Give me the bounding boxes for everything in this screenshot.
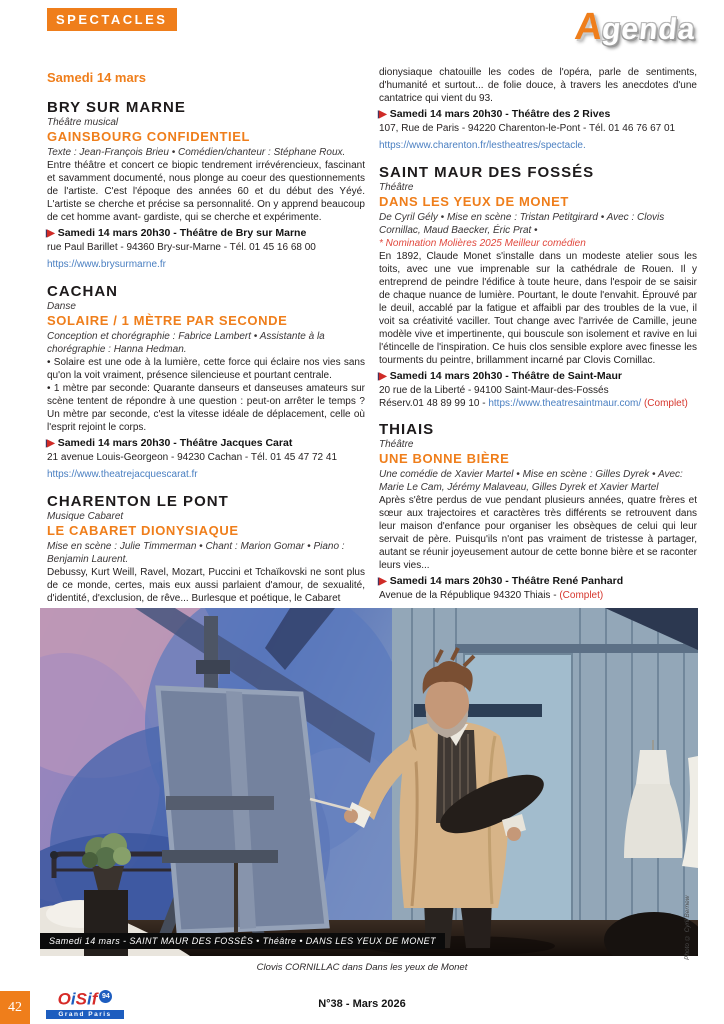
event-title: GAINSBOURG CONFIDENTIEL (47, 129, 251, 144)
agenda-logo-initial: A (572, 6, 605, 48)
event-award-note: * Nomination Molières 2025 Meilleur comédien (379, 238, 586, 249)
event-website-link[interactable]: https://www.theatrejacquescarat.fr (47, 469, 198, 480)
event-cachan (47, 283, 365, 482)
photo-caption: Clovis CORNILLAC dans Dans les yeux de Monet (256, 962, 468, 973)
event-description: • 1 mètre par seconde: Quarante danseurs et danseuses amateurs sur scène tentent de répondre à une question : peut-on arrêter le temps ? Un mètre par seconde, c'est la vitesse idéale de déplacement, celle où l'esprit rejoint le corps. (47, 383, 365, 433)
event-genre: Théâtre musical (47, 117, 119, 128)
agenda-logo-rest: genda (600, 13, 698, 46)
event-credits: Conception et chorégraphie : Fabrice Lambert • Assistante à la chorégraphie : Hanna Hedman. (47, 331, 325, 355)
event-credits: Texte : Jean-François Brieu • Comédien/chanteur : Stéphane Roux. (47, 147, 346, 158)
event-thiais (379, 421, 697, 602)
photo-credit: Photo © Cyril Bernew (684, 895, 691, 960)
event-dateline-text: Samedi 14 mars 20h30 - Théâtre de Bry sur Marne (57, 227, 307, 239)
event-description: En 1892, Claude Monet s'installe dans un modeste atelier sous les toits, avec une vue imprenable sur la cathédrale de Rouen. Il y entreprend de peindre l'édifice à toute heure, dans l'espoir de se saisir de chaque nuance de lumière. Pourtant, le doute l'envahit. Éprouvé par le deuil, accablé par la fatigue et affaibli par des troubles de la vue, il voit sa créativité vaciller. Tout change avec l'arrivée de Camille, jeune modèle vive et impertinente, qui bouscule son isolement et ravive en lui l'étincelle de l'inspiration. Ce huis clos sensible explore avec finesse les tourments du peintre, brillamment incarné par Clovis Cornillac. (379, 251, 697, 366)
magazine-logo-subtitle: Grand Paris (46, 1010, 124, 1019)
event-dateline-text: Samedi 14 mars 20h30 - Théâtre Jacques Carat (57, 437, 293, 449)
event-dateline (379, 574, 697, 589)
event-title: SOLAIRE / 1 MÈTRE PAR SECONDE (47, 313, 288, 328)
event-dateline-text: Samedi 14 mars 20h30 - Théâtre René Panhard (389, 575, 624, 587)
event-dateline (379, 107, 697, 122)
event-address-text: Avenue de la République 94320 Thiais - (379, 590, 560, 601)
event-credits: De Cyril Gély • Mise en scène : Tristan Petitgirard • Avec : Clovis Cornillac, Maud Baecker, Éric Prat • (379, 212, 665, 236)
event-description-continued: dionysiaque chatouille les codes de l'opéra, parle de sentiments, d'humanité et surtout... de folie douce, à travers les anecdotes d'une cantatrice qui vient du 93. (379, 67, 697, 104)
event-genre: Danse (47, 301, 76, 312)
event-city: SAINT MAUR DES FOSSÉS (379, 164, 595, 181)
event-title: UNE BONNE BIÈRE (379, 451, 510, 466)
logo-letter: f (91, 989, 98, 1008)
agenda-logo (573, 8, 698, 46)
logo-letter: i (86, 989, 92, 1008)
event-bry-sur-marne (47, 99, 365, 272)
arrow-right-icon: ▶ (379, 109, 387, 120)
sold-out-badge: (Complet) (559, 590, 604, 601)
logo-94-badge: 94 (99, 990, 112, 1003)
event-genre: Musique Cabaret (47, 511, 124, 522)
event-saint-maur-des-fosses (379, 164, 697, 410)
event-description: • Solaire est une ode à la lumière, cette force qui éclaire nos vies sans qu'on la voit vraiment, présence silencieuse et pourtant centrale. (47, 357, 365, 381)
event-city: THIAIS (379, 421, 435, 438)
event-city: BRY SUR MARNE (47, 99, 186, 116)
event-dateline-text: Samedi 14 mars 20h30 - Théâtre de Saint-Maur (389, 370, 622, 382)
event-reservation-line (379, 397, 697, 410)
event-website-link[interactable]: https://www.brysurmarne.fr (47, 259, 166, 270)
right-column (379, 66, 697, 606)
event-reservation-prefix: Réserv.01 48 89 99 10 - (379, 398, 489, 409)
event-city: CACHAN (47, 283, 118, 300)
content-columns (47, 66, 697, 606)
logo-letter: S (75, 989, 87, 1008)
arrow-right-icon: ▶ (47, 228, 55, 239)
date-heading: Samedi 14 mars (47, 70, 147, 85)
issue-number: N°38 - Mars 2026 (318, 998, 406, 1010)
arrow-right-icon: ▶ (379, 576, 387, 587)
event-dateline (47, 436, 365, 451)
photo-caption-bar: Samedi 14 mars - SAINT MAUR DES FOSSÉS • Théâtre • DANS LES YEUX DE MONET (40, 933, 445, 949)
event-title: DANS LES YEUX DE MONET (379, 194, 569, 209)
event-address (379, 589, 697, 602)
event-charenton-le-pont (47, 493, 365, 605)
section-label: SPECTACLES (47, 8, 177, 31)
arrow-right-icon: ▶ (47, 438, 55, 449)
event-charenton-le-pont-continued (379, 66, 697, 153)
event-dateline (379, 369, 697, 384)
left-column (47, 66, 365, 606)
sold-out-badge: (Complet) (641, 398, 688, 409)
stage-photo-illustration (40, 608, 698, 956)
event-credits: Mise en scène : Julie Timmerman • Chant : Marion Gomar • Piano : Benjamin Laurent. (47, 541, 345, 565)
event-address: rue Paul Barillet - 94360 Bry-sur-Marne - Tél. 01 45 16 68 00 (47, 242, 316, 253)
event-city: CHARENTON LE PONT (47, 493, 229, 510)
event-title: LE CABARET DIONYSIAQUE (47, 523, 239, 538)
logo-letter: O (57, 989, 71, 1008)
event-address: 107, Rue de Paris - 94220 Charenton-le-Pont - Tél. 01 46 76 67 01 (379, 123, 676, 134)
event-genre: Théâtre (379, 439, 414, 450)
event-website-link[interactable]: https://www.charenton.fr/lestheatres/spectacle. (379, 140, 586, 151)
event-credits: Une comédie de Xavier Martel • Mise en scène : Gilles Dyrek • Avec: Marie Le Cam, Jérémy Malaveau, Gilles Dyrek et Xavier Martel (379, 469, 683, 493)
logo-letter: i (70, 989, 76, 1008)
event-description: Après s'être perdus de vue pendant plusieurs années, quatre frères et sœur aux trajectoires et caractères très différents se retrouvent dans leur maison d'enfance pour organiser les obsèques de celui qui leur servait de père. Puisqu'ils n'ont pas vraiment de tristesse à partager, autant se réunir joyeusement autour de cette bonne bière et se raconter leurs vies... (379, 495, 697, 571)
page-number: 42 (0, 991, 30, 1024)
event-dateline-text: Samedi 14 mars 20h30 - Théâtre des 2 Rives (389, 108, 611, 120)
event-dateline (47, 226, 365, 241)
event-genre: Théâtre (379, 182, 414, 193)
event-address: 21 avenue Louis-Georgeon - 94230 Cachan - Tél. 01 45 47 72 41 (47, 452, 338, 463)
event-website-link[interactable]: https://www.theatresaintmaur.com/ (488, 398, 642, 409)
arrow-right-icon: ▶ (379, 371, 387, 382)
event-description: Entre théâtre et concert ce biopic tendrement irrévérencieux, fascinant et savamment documenté, nous plonge au coeur des questionnements de l'artiste. C'est l'époque des années 60 et du début des Yéyé. L'artiste se cherche et précise sa personnalité. On y apprend beaucoup de cet homme avant- gardiste, qui se cherche et expérimente. (47, 160, 365, 223)
event-address: 20 rue de la Liberté - 94100 Saint-Maur-des-Fossés (379, 385, 609, 396)
event-description: Debussy, Kurt Weill, Ravel, Mozart, Puccini et Tchaïkovski ne sont plus de ce monde, certes, mais eux aussi parlaient d'amour, de sexualité, d'identité, d'exclusion, de rêve... Burlesque et poétique, le Cabaret (47, 567, 365, 604)
stage-photo (40, 608, 698, 956)
